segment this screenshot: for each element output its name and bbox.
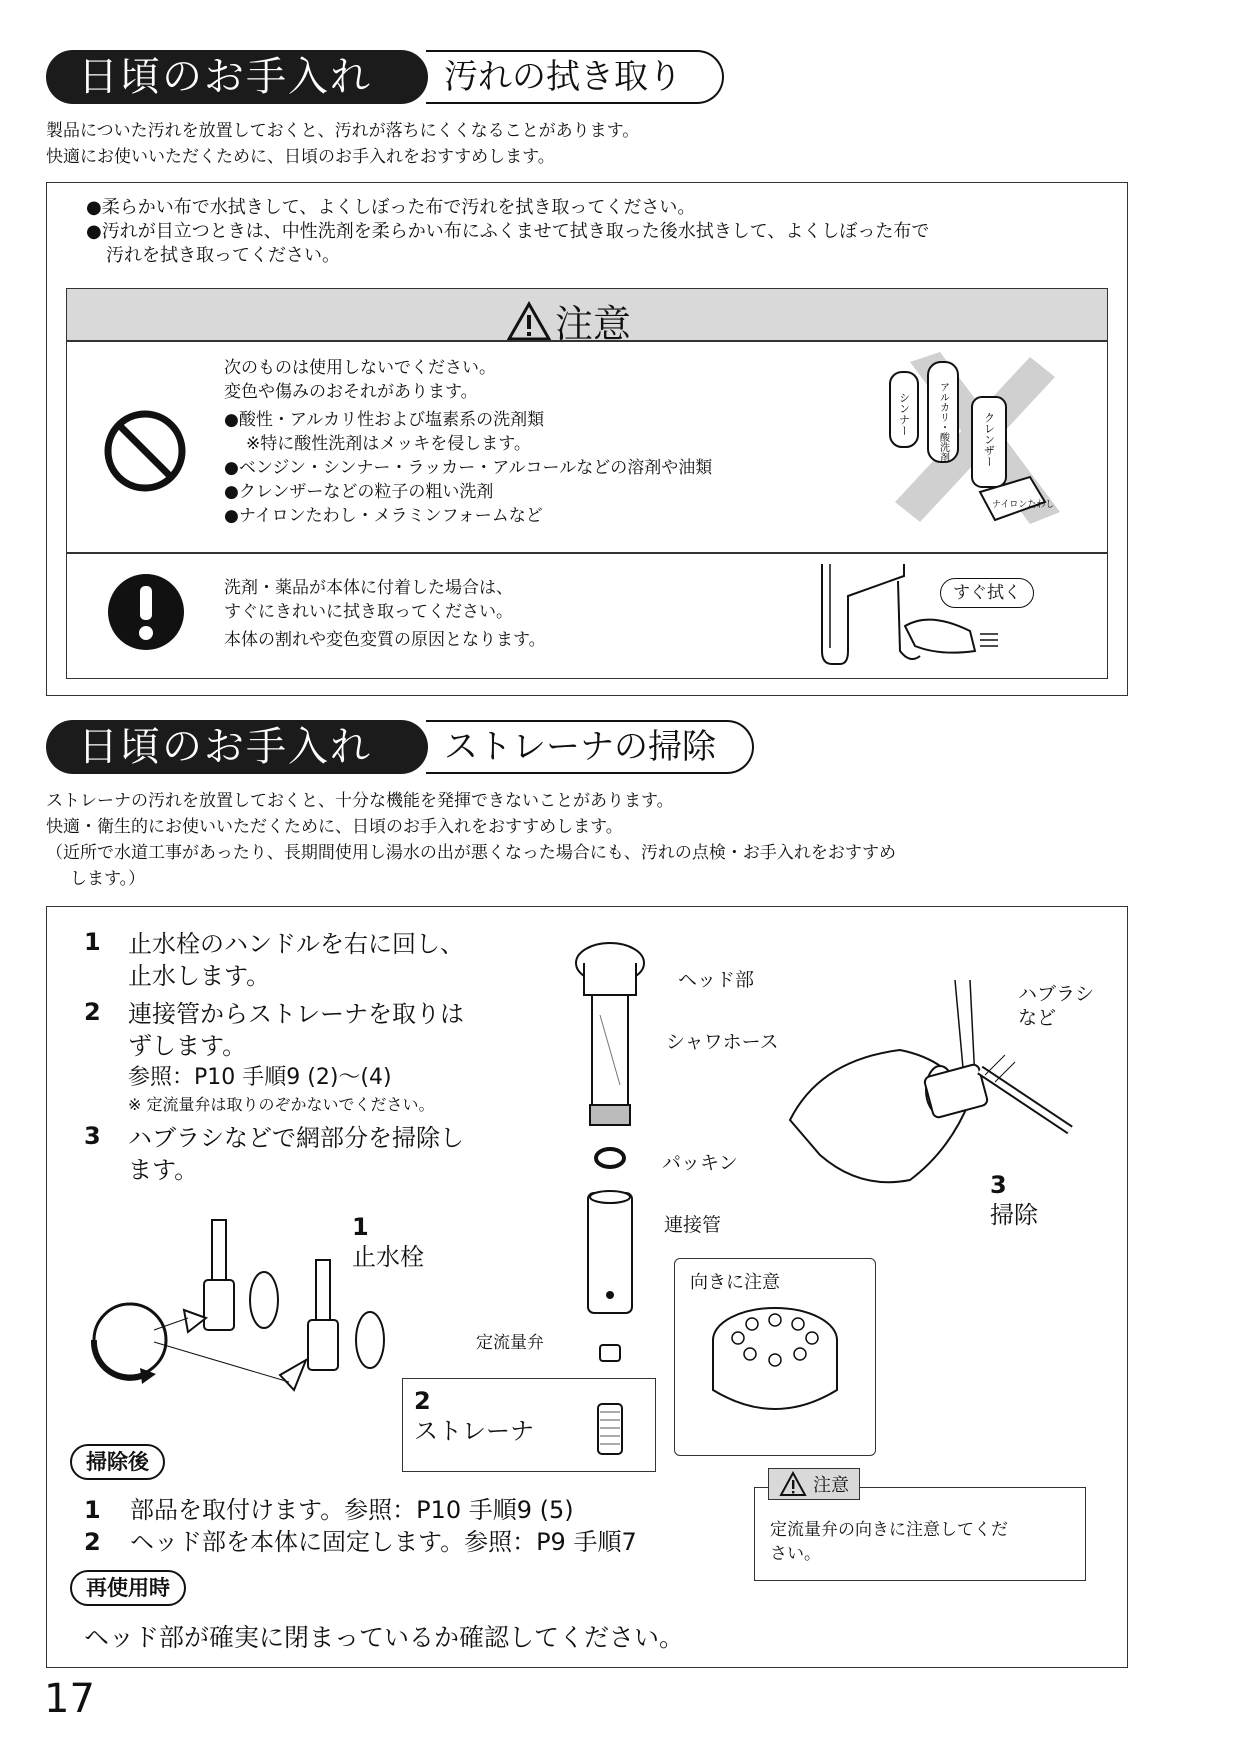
head-label: ヘッド部	[678, 969, 755, 991]
page-number: 17	[44, 1676, 95, 1722]
illus-label-acid: アルカリ・酸洗剤	[937, 382, 949, 462]
caution-bar	[66, 288, 1108, 346]
step2-note: ※ 定流量弁は取りのぞかないでください。	[128, 1095, 435, 1114]
strainer-icon	[590, 1398, 630, 1460]
small-caution-text: 定流量弁の向きに注意してくだ さい。	[770, 1520, 1008, 1564]
prohibit-item: ●ナイロンたわし・メラミンフォームなど	[224, 506, 543, 526]
bullet: ●汚れが目立つときは、中性洗剤を柔らかい布にふくませて拭き取った後水拭きして、よくしぼった布で	[86, 221, 930, 242]
packing-label: パッキン	[662, 1152, 738, 1174]
prohibit-item: ●酸性・アルカリ性および塩素系の洗剤類	[224, 410, 545, 430]
section1-subtitle: 汚れの拭き取り	[426, 50, 724, 104]
intro-line: 快適・衛生的にお使いいただくために、日頃のお手入れをおすすめします。	[46, 817, 623, 837]
after-cleaning-list	[84, 1494, 637, 1558]
section1-title: 日頃のお手入れ	[46, 50, 428, 104]
section2-intro	[46, 788, 896, 892]
intro-line: （近所で水道工事があったり、長期間使用し湯水の出が悪くなった場合にも、汚れの点検・お手入れをおすすめ	[46, 843, 896, 863]
illus-label-nylon: ナイロンたわし	[992, 500, 1055, 510]
prohibit-line: 変色や傷みのおそれがあります。	[224, 382, 478, 402]
step-3: 3 ハブラシなどで網部分を掃除し ます。	[84, 1122, 464, 1184]
intro-line: します。）	[70, 869, 146, 889]
warning-icon	[507, 301, 551, 341]
steps-list	[84, 928, 544, 1186]
wipe-now-badge: すぐ拭く	[940, 578, 1034, 608]
illus-label-cleanser: クレンザー	[982, 412, 996, 467]
intro-line: ストレーナの汚れを放置しておくと、十分な機能を発揮できないことがあります。	[46, 791, 674, 811]
after-cleaning-badge: 掃除後	[70, 1444, 165, 1480]
illus-label-thinner: シンナー	[897, 392, 911, 436]
mandatory-line: すぐにきれいに拭き取ってください。	[224, 602, 513, 622]
section2-subtitle: ストレーナの掃除	[426, 720, 754, 774]
step2-reference: 参照：P10 手順9 (2)～(4)	[128, 1065, 392, 1090]
step-1: 1 止水栓のハンドルを右に回し、 止水します。	[84, 928, 464, 990]
prohibited-cleaners-illustration	[880, 352, 1080, 537]
small-caution-header: 注意	[768, 1468, 860, 1500]
brush-label: ハブラシ など	[1018, 983, 1095, 1029]
strainer-label: 2 ストレーナ	[414, 1387, 534, 1445]
mandatory-text	[224, 576, 546, 652]
stop-valve-label: 1 止水栓	[352, 1213, 424, 1271]
prohibit-item: ●クレンザーなどの粒子の粗い洗剤	[224, 482, 494, 502]
bullet: 汚れを拭き取ってください。	[106, 245, 340, 266]
intro-line: 快適にお使いいただくために、日頃のお手入れをおすすめします。	[46, 147, 555, 167]
wipe-bullets	[86, 196, 929, 268]
flow-valve-illustration	[700, 1300, 850, 1430]
reuse-text: ヘッド部が確実に閉まっているか確認してください。	[84, 1623, 685, 1652]
exclamation-icon	[106, 572, 186, 652]
hose-label: シャワホース	[666, 1031, 779, 1053]
step-2: 2 連接管からストレーナを取りは ずします。 参照：P10 手順9 (2)～(4) ※ 定流量弁は取りのぞかないでください。	[84, 998, 464, 1114]
orientation-label: 向きに注意	[690, 1272, 780, 1293]
mandatory-note: 本体の割れや変色変質の原因となります。	[224, 630, 546, 650]
mandatory-line: 洗剤・薬品が本体に付着した場合は、	[224, 578, 513, 598]
after-item: 1 部品を取付けます。参照：P10 手順9 (5)	[84, 1496, 574, 1524]
wiping-faucet-illustration	[800, 556, 1010, 671]
prohibit-item: ●ベンジン・シンナー・ラッカー・アルコールなどの溶剤や油類	[224, 458, 713, 478]
prohibit-item: ※特に酸性洗剤はメッキを侵します。	[246, 434, 531, 454]
valve-label: 定流量弁	[476, 1333, 544, 1353]
pipe-label: 連接管	[664, 1214, 722, 1236]
intro-line: 製品についた汚れを放置しておくと、汚れが落ちにくくなることがあります。	[46, 121, 640, 141]
section1-intro	[46, 118, 639, 170]
prohibit-text	[224, 356, 712, 528]
warning-icon	[779, 1471, 807, 1497]
after-item: 2 ヘッド部を本体に固定します。参照：P9 手順7	[84, 1528, 637, 1556]
prohibit-line: 次のものは使用しないでください。	[224, 358, 496, 378]
clean-step-label: 3 掃除	[990, 1171, 1038, 1229]
section2-title: 日頃のお手入れ	[46, 720, 428, 774]
caution-title: 注意	[555, 302, 632, 346]
bullet: ●柔らかい布で水拭きして、よくしぼった布で汚れを拭き取ってください。	[86, 197, 696, 218]
prohibition-icon	[102, 408, 188, 494]
reuse-badge: 再使用時	[70, 1570, 186, 1606]
